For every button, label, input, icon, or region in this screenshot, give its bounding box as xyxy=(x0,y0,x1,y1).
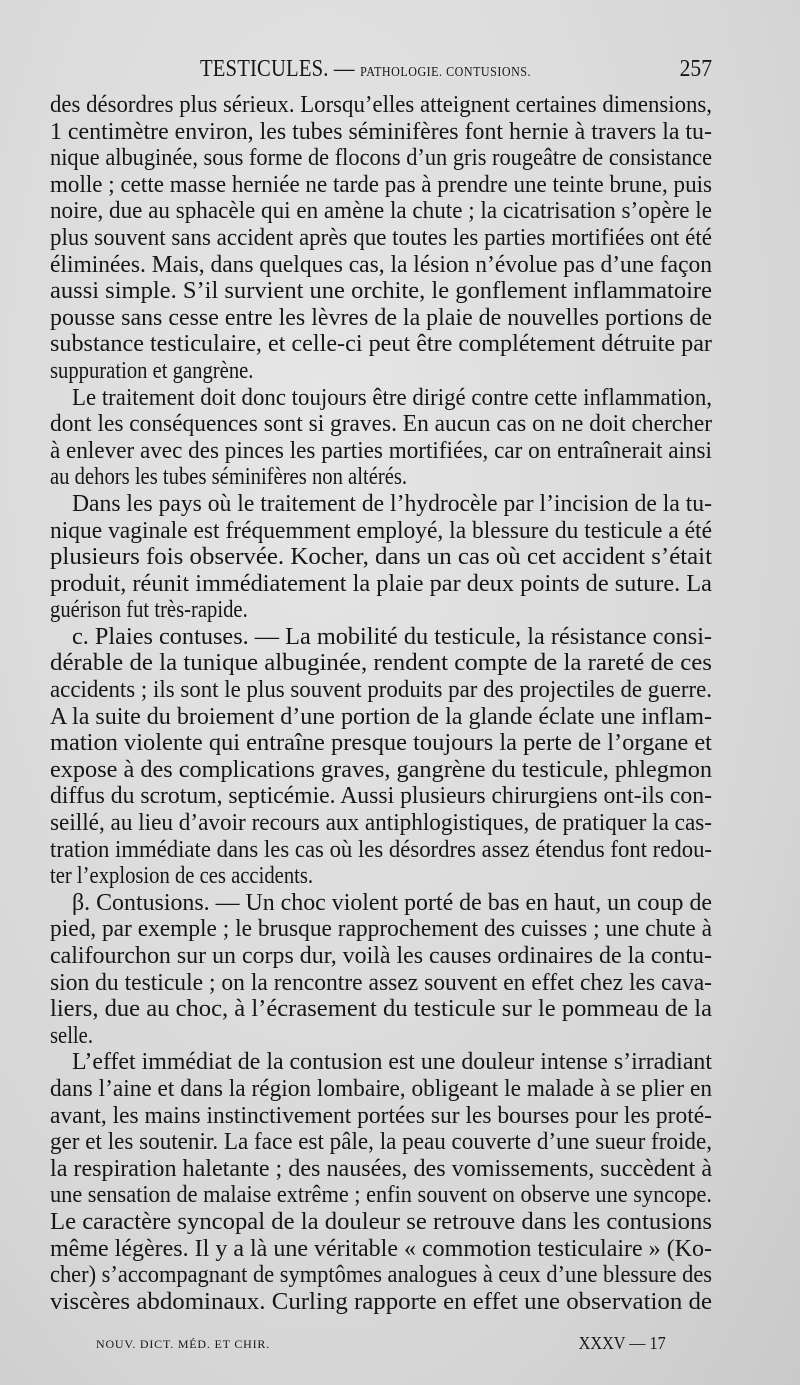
text-line xyxy=(50,704,712,731)
text-line xyxy=(50,518,712,545)
text-line-content: expose à des complications graves, gangrène du testicule, phlegmon xyxy=(50,756,712,783)
text-line xyxy=(50,225,712,252)
text-line-content: califourchon sur un corps dur, voilà les causes ordinaires de la contu- xyxy=(50,943,712,969)
text-line xyxy=(50,1129,712,1156)
text-line xyxy=(50,730,712,757)
text-line xyxy=(50,1156,712,1183)
text-line-content: aussi simple. S’il survient une orchite, le gonflement inflammatoire xyxy=(50,278,712,305)
page-footer xyxy=(96,1333,666,1357)
text-line xyxy=(50,650,712,677)
text-line xyxy=(50,1182,712,1209)
running-title xyxy=(200,56,531,83)
text-line-content: viscères abdominaux. Curling rapporte en effet une observation de xyxy=(50,1288,712,1315)
running-header xyxy=(50,56,712,86)
text-line-content: une sensation de malaise extrême ; enfin souvent on observe une syncope. xyxy=(50,1182,712,1209)
text-line xyxy=(50,1049,712,1076)
footer-signature: XXXV — 17 xyxy=(578,1333,666,1353)
text-line-content: A la suite du broiement d’une portion de la glande éclate une inflam- xyxy=(50,703,712,730)
text-line-content: plus souvent sans accident après que toutes les parties mortifiées ont été xyxy=(50,224,712,251)
text-line-content: avant, les mains instinctivement portées sur les bourses pour les proté- xyxy=(50,1102,712,1129)
text-line-content: Le caractère syncopal de la douleur se retrouve dans les contusions xyxy=(50,1208,712,1235)
text-line-content: 1 centimètre environ, les tubes séminifères font hernie à travers la tu- xyxy=(50,118,712,145)
text-line-content: à enlever avec des pinces les parties mortifiées, car on entraînerait ainsi xyxy=(50,437,712,464)
text-line xyxy=(50,92,712,119)
text-line-content: pousse sans cesse entre les lèvres de la plaie de nouvelles portions de xyxy=(50,304,713,331)
text-line xyxy=(50,757,712,784)
text-line xyxy=(50,252,712,279)
text-line xyxy=(50,916,712,943)
text-line xyxy=(50,677,712,704)
text-line-content: tration immédiate dans les cas où les désordres assez étendus font redou- xyxy=(50,836,713,863)
running-title-dash: — xyxy=(328,56,361,82)
text-line-content: substance testiculaire, et celle-ci peut être complétement détruite par xyxy=(50,331,712,358)
text-line xyxy=(50,198,712,225)
text-line xyxy=(50,491,712,518)
text-line-content: noire, due au sphacèle qui en amène la chute ; la cicatrisation s’opère le xyxy=(50,198,712,225)
text-line xyxy=(50,438,712,465)
text-line xyxy=(50,278,712,305)
text-line-content: L’effet immédiat de la contusion est une douleur intense s’irradiant xyxy=(72,1049,713,1076)
text-line-content: même légères. Il y a là une véritable « commotion testiculaire » (Ko- xyxy=(50,1235,713,1262)
text-line xyxy=(50,1076,712,1103)
text-line-content: pied, par exemple ; le brusque rapprochement des cuisses ; une chute à xyxy=(50,916,712,943)
text-line xyxy=(50,1023,712,1050)
text-line xyxy=(50,943,712,970)
text-line-content: β. Contusions. — Un choc violent porté de bas en haut, un coup de xyxy=(72,889,713,916)
text-line-content: c. Plaies contuses. — La mobilité du testicule, la résistance consi- xyxy=(72,623,713,650)
text-line-content: molle ; cette masse herniée ne tarde pas à prendre une teinte brune, puis xyxy=(50,171,712,198)
text-line xyxy=(50,890,712,917)
text-line-content: cher) s’accompagnant de symptômes analogues à ceux d’une blessure des xyxy=(50,1262,713,1289)
text-line-content: mation violente qui entraîne presque toujours la perte de l’organe et xyxy=(50,730,712,757)
body-text xyxy=(50,92,712,1315)
text-line-content: nique albuginée, sous forme de flocons d’un gris rougeâtre de consistance xyxy=(50,145,713,172)
text-line xyxy=(50,1236,712,1263)
text-line-content: plusieurs fois observée. Kocher, dans un cas où cet accident s’était xyxy=(50,544,713,571)
text-line-content: la respiration haletante ; des nausées, des vomissements, succèdent à xyxy=(50,1155,713,1182)
text-line-content: suppuration et gangrène. xyxy=(50,357,254,384)
text-line xyxy=(50,331,712,358)
text-line-content: diffus du scrotum, septicémie. Aussi plusieurs chirurgiens ont-ils con- xyxy=(50,783,712,810)
text-line xyxy=(50,571,712,598)
text-line xyxy=(50,783,712,810)
text-line-content: seillé, au lieu d’avoir recours aux antiphlogistiques, de pratiquer la cas- xyxy=(50,810,713,837)
text-line-content: liers, due au choc, à l’écrasement du testicule sur le pommeau de la xyxy=(50,996,712,1023)
text-line-content: dans l’aine et dans la région lombaire, obligeant le malade à se plier en xyxy=(50,1075,713,1102)
text-line xyxy=(50,385,712,412)
text-line xyxy=(50,810,712,837)
text-line xyxy=(50,119,712,146)
page-number: 257 xyxy=(679,56,712,82)
text-line xyxy=(50,837,712,864)
text-line-content: selle. xyxy=(50,1022,93,1049)
text-line xyxy=(50,1289,712,1316)
text-line xyxy=(50,970,712,997)
text-line-content: produit, réunit immédiatement la plaie par deux points de suture. La xyxy=(50,570,712,597)
text-line-content: dérable de la tunique albuginée, rendent compte de la rareté de ces xyxy=(50,650,712,677)
text-line xyxy=(50,597,712,624)
text-line-content: nique vaginale est fréquemment employé, la blessure du testicule a été xyxy=(50,517,713,544)
text-line xyxy=(50,996,712,1023)
running-title-main: TESTICULES. xyxy=(200,56,329,82)
text-line-content: sion du testicule ; on la rencontre assez souvent en effet chez les cava- xyxy=(50,969,713,996)
text-line-content: Dans les pays où le traitement de l’hydrocèle par l’incision de la tu- xyxy=(72,490,712,517)
text-line xyxy=(50,305,712,332)
text-line-content: éliminées. Mais, dans quelques cas, la lésion n’évolue pas d’une façon xyxy=(50,251,712,278)
running-title-sub: PATHOLOGIE. CONTUSIONS. xyxy=(360,65,532,80)
text-line xyxy=(50,172,712,199)
text-line-content: accidents ; ils sont le plus souvent produits par des projectiles de guerre. xyxy=(50,677,712,704)
text-line xyxy=(50,544,712,571)
text-line xyxy=(50,1209,712,1236)
text-line-content: ter l’explosion de ces accidents. xyxy=(50,863,314,890)
text-line-content: Le traitement doit donc toujours être dirigé contre cette inflammation, xyxy=(72,384,712,411)
text-line xyxy=(50,145,712,172)
text-line xyxy=(50,464,712,491)
text-line xyxy=(50,1103,712,1130)
text-line-content: au dehors les tubes séminifères non altérés. xyxy=(50,464,408,491)
text-line-content: dont les conséquences sont si graves. En aucun cas on ne doit chercher xyxy=(50,411,713,438)
text-line xyxy=(50,863,712,890)
text-line xyxy=(50,358,712,385)
footer-publication: NOUV. DICT. MÉD. ET CHIR. xyxy=(96,1337,271,1351)
text-line-content: guérison fut très-rapide. xyxy=(50,597,248,624)
text-line xyxy=(50,624,712,651)
text-line xyxy=(50,411,712,438)
text-line-content: des désordres plus sérieux. Lorsqu’elles atteignent certaines dimensions, xyxy=(50,92,713,118)
text-line xyxy=(50,1262,712,1289)
text-line-content: ger et les soutenir. La face est pâle, la peau couverte d’une sueur froide, xyxy=(50,1129,712,1156)
